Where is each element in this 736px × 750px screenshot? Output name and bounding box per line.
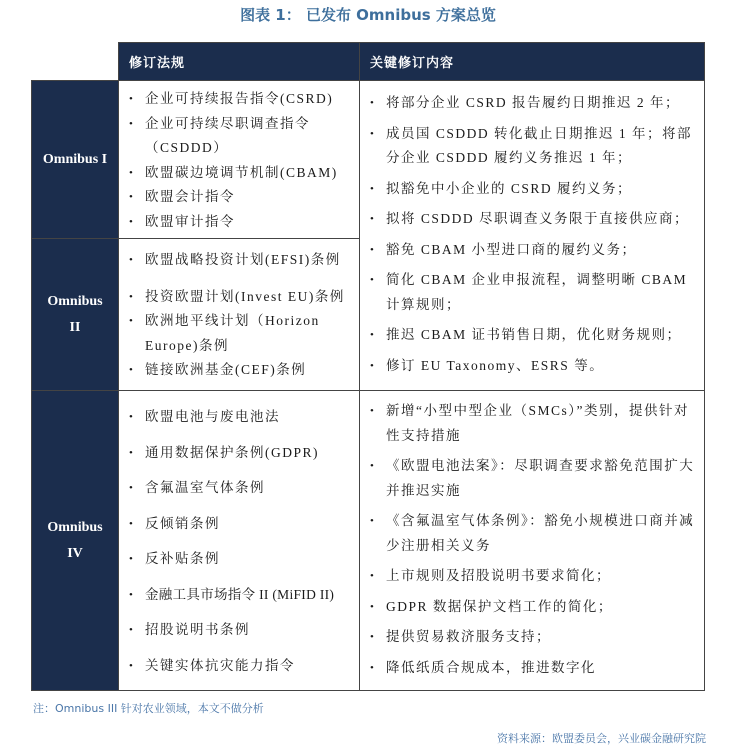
group-label-line: Omnibus I [42,151,108,167]
group-label-line: Omnibus [47,519,103,535]
item-text: 关键实体抗灾能力指令 [145,657,295,673]
list-item: • 欧盟会计指令 [129,189,235,204]
item-text: 降低纸质合规成本，推进数字化 [386,659,596,675]
footnote: 注：Omnibus III 针对农业领域，本文不做分析 [33,702,264,715]
item-text: 含氟温室气体条例 [145,480,265,495]
list-item: • 企业可持续报告指令(CSRD) [129,91,334,106]
list-item: • 将部分企业 CSRD 报告履约日期推迟 2 年； [370,95,681,110]
list-item: • 通用数据保护条例(GDPR) [129,444,320,460]
item-text: 《含氟温室气体条例》：豁免小规模进口商并减少注册相关义务 [386,513,695,553]
table-header-row [32,43,705,81]
item-text: 金融工具市场指令 II (MiFID II) [145,586,335,602]
list-item: • 欧盟审计指令 [129,213,235,229]
list-item: • 豁免 CBAM 小型进口商的履约义务； [370,241,637,257]
figure-title: 图表 1： 已发布 Omnibus 方案总览 [240,6,496,24]
key-changes-cell-a [360,81,705,391]
omnibus-overview-table [31,42,705,691]
list-item: • 新增“小型中型企业（SMCs）”类别，提供针对性支持措施 [370,403,690,443]
header-regulations: 修订法规 [119,43,360,81]
key-changes-cell-b [360,391,705,691]
list-item: • 《欧盟电池法案》：尽职调查要求豁免范围扩大并推迟实施 [370,458,695,498]
list-item: • 修订 EU Taxonomy、ESRS 等。 [370,357,605,373]
group-label-omnibus-4 [32,391,119,691]
item-text: GDPR 数据保护文档工作的简化； [386,598,613,614]
item-text: 欧盟电池与废电池法 [145,409,280,424]
group-label-omnibus-2 [32,239,119,391]
item-text: 将部分企业 CSRD 报告履约日期推迟 2 年； [386,95,681,110]
list-item: • 含氟温室气体条例 [129,480,265,495]
regulations-cell [119,391,360,691]
group-label-line: IV [67,545,83,561]
item-text: 企业可持续报告指令(CSRD) [145,91,334,106]
list-item: • 《含氟温室气体条例》：豁免小规模进口商并减少注册相关义务 [370,513,695,553]
list-item: • 推迟 CBAM 证书销售日期，优化财务规则； [370,327,682,342]
item-text: 提供贸易救济服务支持； [386,629,551,644]
item-text: 《欧盟电池法案》：尽职调查要求豁免范围扩大并推迟实施 [386,458,695,498]
table-row [32,391,705,691]
item-text: 投资欧盟计划(Invest EU)条例 [145,288,345,304]
header-corner [32,43,119,81]
list-item: • 降低纸质合规成本，推进数字化 [370,659,596,675]
item-text: 欧盟战略投资计划(EFSI)条例 [145,252,341,268]
item-text: 上市规则及招股说明书要求简化； [386,568,611,583]
group-label-line: II [69,319,81,335]
list-item: • 成员国 CSDDD 转化截止日期推迟 1 年；将部分企业 CSDDD 履约义务推迟 1 年； [370,125,693,165]
list-item: • 拟将 CSDDD 尽职调查义务限于直接供应商； [370,211,690,226]
group-label-omnibus-1 [32,81,119,239]
item-text: 招股说明书条例 [145,622,250,637]
list-item: • 投资欧盟计划(Invest EU)条例 [129,288,345,304]
list-item: • 链接欧洲基金(CEF)条例 [129,362,307,378]
list-item: • 关键实体抗灾能力指令 [129,657,295,673]
item-text: 豁免 CBAM 小型进口商的履约义务； [386,241,637,257]
regulations-cell [119,239,360,391]
list-item: • GDPR 数据保护文档工作的简化； [370,598,613,614]
list-item: • 欧盟碳边境调节机制(CBAM) [129,164,338,180]
item-text: 欧盟审计指令 [145,213,235,229]
item-text: 反补贴条例 [145,551,220,566]
list-item: • 上市规则及招股说明书要求简化； [370,568,611,583]
item-text: 推迟 CBAM 证书销售日期，优化财务规则； [386,327,682,342]
item-text: 新增“小型中型企业（SMCs）”类别，提供针对性支持措施 [386,403,690,443]
list-item: • 拟豁免中小企业的 CSRD 履约义务； [370,180,633,196]
item-text: 简化 CBAM 企业申报流程，调整明晰 CBAM 计算规则； [386,272,688,312]
item-text: 链接欧洲基金(CEF)条例 [145,362,307,378]
list-item: • 招股说明书条例 [129,622,250,637]
item-text: 企业可持续尽职调查指令（CSDDD） [145,115,310,155]
item-text: 拟将 CSDDD 尽职调查义务限于直接供应商； [386,211,690,226]
item-text: 拟豁免中小企业的 CSRD 履约义务； [386,180,633,196]
item-text: 通用数据保护条例(GDPR) [145,444,320,460]
item-text: 反倾销条例 [145,515,220,531]
list-item: • 反补贴条例 [129,551,220,566]
list-item: • 提供贸易救济服务支持； [370,629,551,644]
list-item: • 反倾销条例 [129,515,220,531]
list-item: • 欧洲地平线计划（Horizon Europe)条例 [129,313,320,353]
list-item: • 简化 CBAM 企业申报流程，调整明晰 CBAM 计算规则； [370,272,688,312]
source-line: 资料来源：欧盟委员会，兴业碳金融研究院 [497,732,706,745]
regulations-cell [119,81,360,239]
list-item: • 欧盟电池与废电池法 [129,409,280,424]
item-text: 欧盟碳边境调节机制(CBAM) [145,164,338,180]
header-key-changes: 关键修订内容 [360,43,705,81]
table-row [32,81,705,239]
group-label-line: Omnibus [47,293,103,309]
list-item: • 欧盟战略投资计划(EFSI)条例 [129,252,341,268]
item-text: 欧盟会计指令 [145,189,235,204]
list-item: • 企业可持续尽职调查指令（CSDDD） [129,115,310,155]
list-item: • 金融工具市场指令 II (MiFID II) [129,586,335,602]
item-text: 成员国 CSDDD 转化截止日期推迟 1 年；将部分企业 CSDDD 履约义务推迟 1 年； [386,125,693,165]
item-text: 修订 EU Taxonomy、ESRS 等。 [386,357,605,373]
item-text: 欧洲地平线计划（Horizon Europe)条例 [145,313,320,353]
